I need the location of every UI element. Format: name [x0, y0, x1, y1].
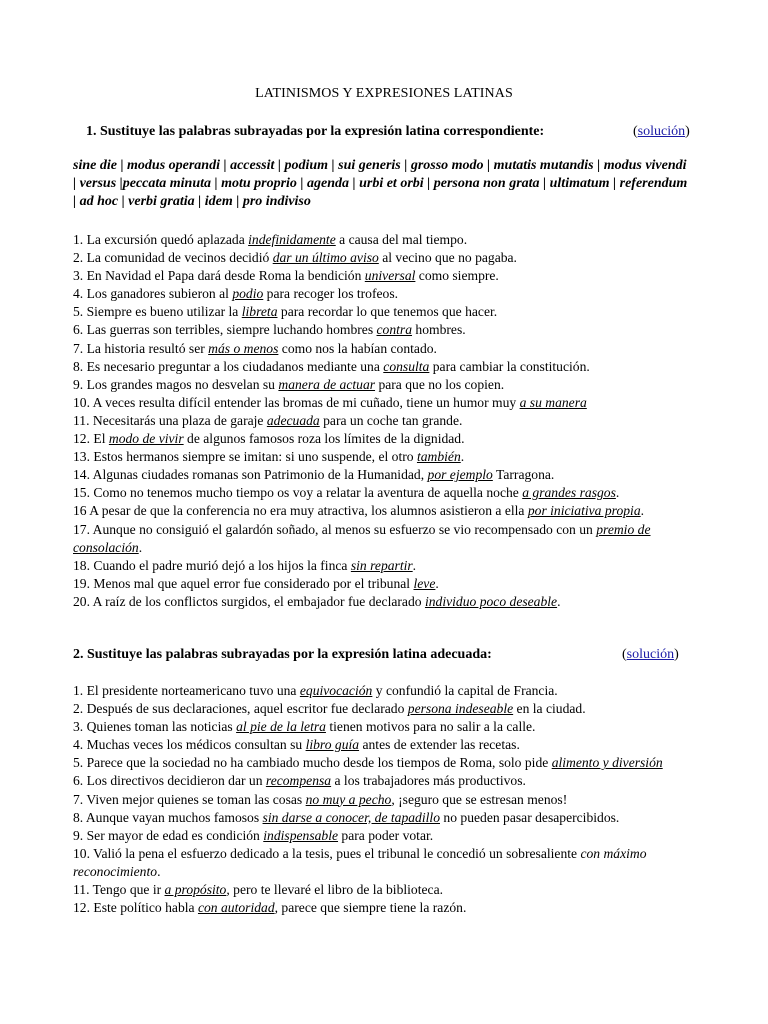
exercise-item — [73, 502, 703, 520]
item-text: 3. Quienes toman las noticias — [73, 719, 237, 735]
exercise-item — [73, 466, 703, 484]
exercise-item — [73, 899, 703, 917]
exercise-item — [73, 394, 703, 412]
item-text: . — [435, 575, 439, 591]
underlined-phrase: libreta — [241, 304, 278, 320]
item-text: para poder votar. — [338, 827, 434, 843]
item-text: como nos la habían contado. — [278, 340, 437, 356]
underlined-phrase: por ejemplo — [427, 467, 493, 483]
underlined-phrase: indefinidamente — [248, 232, 336, 247]
underlined-phrase: con autoridad — [197, 900, 275, 916]
item-text: 18. Cuando el padre murió dejó a los hijos la finca — [73, 557, 351, 573]
latin-expressions-list: sine die | modus operandi | accessit | podium | sui generis | grosso modo | mutatis mutandis | modus vivendi | versus |peccata minuta | motu proprio | agenda | urbi et orbi | persona non grata | ultimatum | referendum | ad hoc | verbi gratia | idem | pro indiviso — [73, 158, 688, 210]
exercise-item — [73, 285, 703, 303]
underlined-phrase: más o menos — [208, 340, 279, 356]
item-text: 1. El presidente norteamericano tuvo una — [73, 683, 300, 698]
underlined-phrase: sin darse a conocer, de tapadillo — [262, 809, 440, 825]
item-text: 8. Es necesario preguntar a los ciudadanos mediante una — [73, 358, 384, 374]
exercise-item — [73, 791, 703, 809]
item-text: para recoger los trofeos. — [263, 286, 399, 302]
underlined-phrase: dar un último aviso — [272, 250, 379, 266]
exercise-item — [73, 231, 703, 249]
section1-solution-link[interactable]: solución — [637, 124, 686, 139]
page-title: LATINISMOS Y EXPRESIONES LATINAS — [255, 86, 513, 101]
item-text: 3. En Navidad el Papa dará desde Roma la bendición — [73, 268, 365, 284]
item-text: a los trabajadores más productivos. — [331, 773, 526, 789]
exercise-item — [73, 593, 703, 611]
item-text: a causa del mal tiempo. — [335, 232, 468, 247]
exercise-item — [73, 430, 703, 448]
item-text: en la ciudad. — [513, 701, 586, 717]
exercise-item — [73, 557, 703, 575]
exercise-item — [73, 303, 703, 321]
underlined-phrase: a grandes rasgos — [522, 485, 616, 501]
underlined-phrase: alimento y diversión — [551, 755, 663, 771]
section1-solution: (solución) — [633, 124, 690, 139]
item-text: 7. La historia resultó ser — [73, 340, 209, 356]
item-text: para que no los copien. — [375, 376, 505, 392]
exercise-item — [73, 267, 703, 285]
item-text: 2. La comunidad de vecinos decidió — [73, 250, 273, 266]
exercise-item — [73, 376, 703, 394]
item-text: . — [640, 503, 645, 519]
item-text: 4. Muchas veces los médicos consultan su — [73, 737, 306, 753]
item-text: no pueden pasar desapercibidos. — [440, 809, 620, 825]
italic-phrase: con máximo reconocimiento — [73, 845, 647, 879]
item-text: 2. Después de sus declaraciones, aquel escritor fue declarado — [73, 701, 408, 717]
exercise-item — [73, 321, 703, 339]
underlined-phrase: premio de consolación — [73, 521, 651, 555]
item-text: antes de extender las recetas. — [359, 737, 520, 753]
section2-solution-link[interactable]: solución — [626, 647, 675, 662]
item-text: 17. Aunque no consiguió el galardón soñado, al menos su esfuerzo se vio recompensado con un — [73, 521, 597, 537]
underlined-phrase: indispensable — [263, 827, 339, 843]
item-text: 19. Menos mal que aquel error fue considerado por el tribunal — [73, 575, 414, 591]
item-text: 20. A raíz de los conflictos surgidos, el embajador fue declarado — [73, 593, 425, 609]
item-text: como siempre. — [415, 268, 499, 284]
item-text: 6. Los directivos decidieron dar un — [73, 773, 266, 789]
item-text: para un coche tan grande. — [319, 412, 463, 428]
section2-heading: 2. Sustituye las palabras subrayadas por la expresión latina adecuada: — [73, 647, 492, 662]
exercise-item — [73, 809, 703, 827]
exercise-item — [73, 682, 703, 700]
item-text: 4. Los ganadores subieron al — [73, 286, 233, 302]
underlined-phrase: no muy a pecho — [305, 791, 392, 807]
item-text: . — [615, 485, 620, 501]
underlined-phrase: a su manera — [519, 394, 587, 410]
underlined-phrase: leve — [413, 575, 436, 591]
underlined-phrase: sin repartir — [350, 557, 413, 573]
section1-heading: 1. Sustituye las palabras subrayadas por la expresión latina correspondiente: — [86, 124, 545, 139]
item-text: al vecino que no pagaba. — [378, 250, 517, 266]
item-text: 14. Algunas ciudades romanas son Patrimonio de la Humanidad, — [73, 467, 428, 483]
item-text: 9. Los grandes magos no desvelan su — [73, 376, 279, 392]
item-text: . — [557, 593, 561, 609]
exercise-item — [73, 448, 703, 466]
underlined-phrase: recompensa — [265, 773, 332, 789]
item-text: . — [412, 557, 417, 573]
item-text: 10. Valió la pena el esfuerzo dedicado a la tesis, pues el tribunal le concedió un sobresaliente — [73, 845, 581, 861]
underlined-phrase: adecuada — [266, 412, 320, 428]
item-text: , ¡seguro que se estresan menos! — [391, 791, 568, 807]
exercise-item — [73, 412, 703, 430]
exercise-item — [73, 881, 703, 899]
item-text: y confundió la capital de Francia. — [372, 683, 558, 698]
item-text: . — [157, 863, 161, 879]
item-text: 7. Viven mejor quienes se toman las cosas — [73, 791, 306, 807]
exercise-item — [73, 736, 703, 754]
section2-solution: (solución) — [622, 647, 679, 662]
item-text: para recordar lo que tenemos que hacer. — [277, 304, 498, 320]
underlined-phrase: universal — [364, 268, 416, 284]
exercise-item — [73, 700, 703, 718]
underlined-phrase: a propósito — [164, 882, 227, 898]
item-text: 8. Aunque vayan muchos famosos — [73, 809, 263, 825]
exercise-item — [73, 827, 703, 845]
item-text: . — [460, 449, 465, 465]
underlined-phrase: por iniciativa propia — [527, 503, 641, 519]
underlined-phrase: persona indeseable — [407, 701, 514, 717]
underlined-phrase: equivocación — [299, 683, 373, 698]
item-text: 6. Las guerras son terribles, siempre luchando hombres — [73, 322, 377, 338]
item-text: Tarragona. — [492, 467, 555, 483]
underlined-phrase: contra — [376, 322, 413, 338]
item-text: 5. Parece que la sociedad no ha cambiado mucho desde los tiempos de Roma, solo pide — [73, 755, 552, 771]
underlined-phrase: manera de actuar — [278, 376, 376, 392]
item-text: hombres. — [412, 322, 466, 338]
exercise-item — [73, 484, 703, 502]
item-text: 12. El — [73, 431, 109, 447]
section1-items — [73, 231, 703, 611]
item-text: tienen motivos para no salir a la calle. — [325, 719, 536, 735]
exercise-item — [73, 521, 703, 557]
exercise-item — [73, 340, 703, 358]
underlined-phrase: modo de vivir — [108, 431, 184, 447]
exercise-item — [73, 358, 703, 376]
item-text: . — [138, 539, 143, 555]
exercise-item — [73, 754, 703, 772]
item-text: 1. La excursión quedó aplazada — [73, 232, 249, 247]
underlined-phrase: consulta — [383, 358, 430, 374]
section2-items — [73, 682, 703, 917]
item-text: 10. A veces resulta difícil entender las bromas de mi cuñado, tiene un humor muy — [73, 394, 520, 410]
item-text: 11. Necesitarás una plaza de garaje — [73, 412, 267, 428]
item-text: para cambiar la constitución. — [429, 358, 590, 374]
item-text: 16 A pesar de que la conferencia no era muy atractiva, los alumnos asistieron a ella — [73, 503, 528, 519]
exercise-item — [73, 845, 703, 881]
item-text: 13. Estos hermanos siempre se imitan: si uno suspende, el otro — [73, 449, 417, 465]
exercise-item — [73, 249, 703, 267]
item-text: 12. Este político habla — [73, 900, 198, 916]
item-text: de algunos famosos roza los límites de la dignidad. — [183, 431, 465, 447]
exercise-item — [73, 575, 703, 593]
item-text: 9. Ser mayor de edad es condición — [73, 827, 264, 843]
underlined-phrase: libro guía — [305, 737, 360, 753]
item-text: 11. Tengo que ir — [73, 882, 165, 898]
underlined-phrase: podio — [232, 286, 264, 302]
item-text: , pero te llevaré el libro de la biblioteca. — [226, 882, 444, 898]
item-text: , parece que siempre tiene la razón. — [274, 900, 467, 916]
underlined-phrase: también — [416, 449, 461, 465]
item-text: 15. Como no tenemos mucho tiempo os voy a relatar la aventura de aquella noche — [73, 485, 523, 501]
exercise-item — [73, 772, 703, 790]
underlined-phrase: individuo poco deseable — [424, 593, 558, 609]
underlined-phrase: al pie de la letra — [236, 719, 326, 735]
item-text: 5. Siempre es bueno utilizar la — [73, 304, 242, 320]
exercise-item — [73, 718, 703, 736]
